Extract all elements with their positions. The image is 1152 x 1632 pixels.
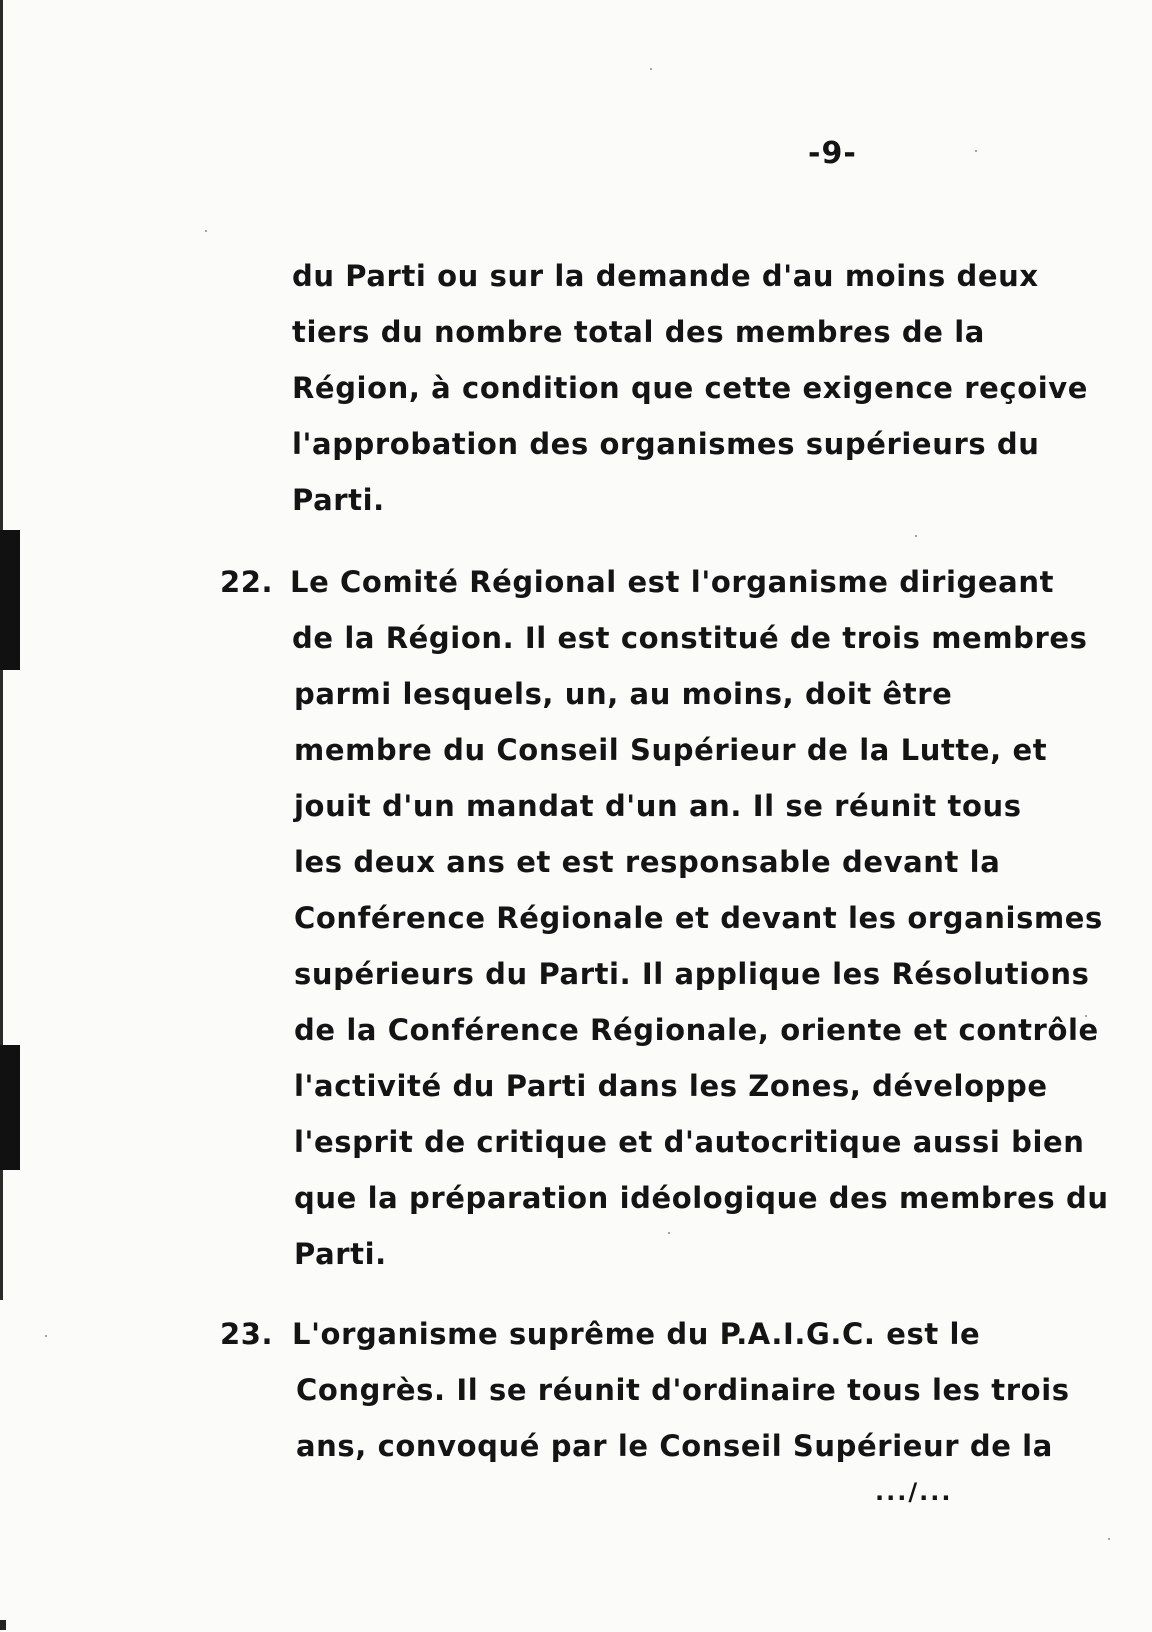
article-number: 23. bbox=[220, 1317, 274, 1351]
text-line: Parti. bbox=[294, 1237, 387, 1271]
text-line: ans, convoqué par le Conseil Supérieur de la bbox=[296, 1429, 1053, 1463]
scan-speck bbox=[915, 535, 917, 537]
continuation-marker: .../... bbox=[875, 1478, 953, 1506]
text-line: tiers du nombre total des membres de la bbox=[292, 315, 985, 349]
text-line: Le Comité Régional est l'organisme dirigeant bbox=[290, 565, 1055, 599]
page-number: -9- bbox=[808, 136, 857, 171]
scan-speck bbox=[975, 150, 977, 152]
scan-speck bbox=[205, 230, 207, 232]
scan-edge-mark bbox=[0, 530, 20, 670]
text-line: l'activité du Parti dans les Zones, développe bbox=[294, 1069, 1048, 1103]
scan-speck bbox=[45, 1335, 47, 1337]
text-line: du Parti ou sur la demande d'au moins deux bbox=[292, 259, 1039, 293]
text-line: Conférence Régionale et devant les organismes bbox=[294, 901, 1103, 935]
text-line: de la Conférence Régionale, oriente et contrôle bbox=[294, 1013, 1099, 1047]
text-line: jouit d'un mandat d'un an. Il se réunit tous bbox=[294, 789, 1022, 823]
scan-speck bbox=[1108, 1538, 1110, 1540]
text-line: que la préparation idéologique des membres du bbox=[294, 1181, 1109, 1215]
scan-edge-mark bbox=[0, 1045, 20, 1170]
text-line: supérieurs du Parti. Il applique les Résolutions bbox=[294, 957, 1090, 991]
text-line: parmi lesquels, un, au moins, doit être bbox=[294, 677, 953, 711]
article-number: 22. bbox=[220, 565, 274, 599]
scan-speck bbox=[668, 1232, 670, 1234]
text-line: Région, à condition que cette exigence reçoive bbox=[292, 371, 1089, 405]
text-line: l'esprit de critique et d'autocritique aussi bien bbox=[294, 1125, 1085, 1159]
text-line: de la Région. Il est constitué de trois membres bbox=[292, 621, 1088, 655]
scan-speck bbox=[650, 68, 652, 70]
text-line: les deux ans et est responsable devant la bbox=[294, 845, 1001, 879]
text-line: L'organisme suprême du P.A.I.G.C. est le bbox=[292, 1317, 981, 1351]
text-line: Congrès. Il se réunit d'ordinaire tous les trois bbox=[296, 1373, 1070, 1407]
text-line: membre du Conseil Supérieur de la Lutte, et bbox=[294, 733, 1048, 767]
scan-edge-mark bbox=[0, 1620, 6, 1630]
text-line: Parti. bbox=[292, 483, 385, 517]
text-line: l'approbation des organismes supérieurs du bbox=[292, 427, 1040, 461]
